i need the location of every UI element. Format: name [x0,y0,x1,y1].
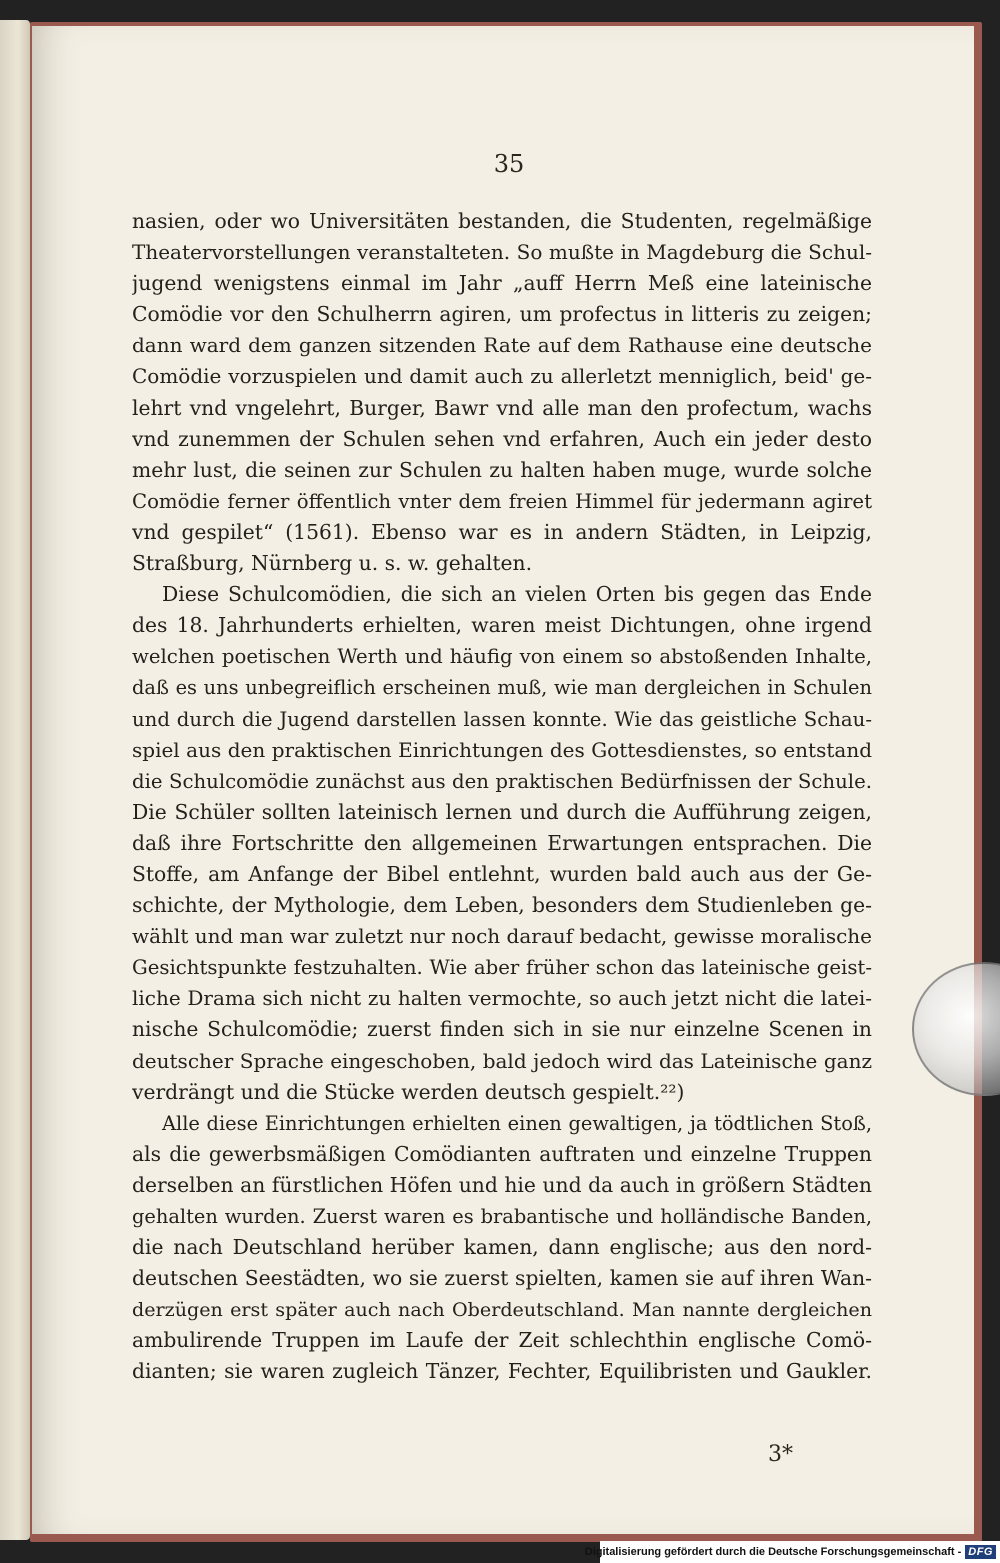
signature-mark: 3* [768,1442,793,1467]
text-line: Alle diese Einrichtungen erhielten einen gewaltigen, ja tödtlichen Stoß, [162,1111,872,1135]
text-line: jugend wenigstens einmal im Jahr „auff Herrn Meß eine lateinische [132,271,872,296]
text-line: die Schulcomödie zunächst aus den praktischen Bedürfnissen der Schule. [132,769,872,793]
previous-leaf-edge [0,20,30,1540]
text-line: Comödie vorzuspielen und damit auch zu allerletzt menniglich, beid' ge- [132,364,872,389]
text-line: verdrängt und die Stücke werden deutsch gespielt.²²) [132,1079,685,1104]
text-line: Comödie ferner öffentlich vnter dem freien Himmel für jedermann agiret [132,489,872,513]
text-line: ambulirende Truppen im Laufe der Zeit schlechthin englische Comö- [132,1328,872,1353]
body-text [132,206,872,1388]
text-line: dann ward dem ganzen sitzenden Rate auf dem Rathause eine deutsche [132,333,872,358]
digitization-footer [584,1541,1000,1563]
text-line: deutscher Sprache eingeschoben, bald jedoch wird das Lateinische ganz [132,1048,872,1073]
text-line: daß ihre Fortschritte den allgemeinen Erwartungen entsprachen. Die [132,830,872,855]
text-line: des 18. Jahrhunderts erhielten, waren meist Dichtungen, ohne irgend [132,613,872,638]
page-sheet [32,26,974,1534]
text-line: und durch die Jugend darstellen lassen konnte. Wie das geistliche Schau- [132,707,872,731]
text-line: Gesichtspunkte festzuhalten. Wie aber früher schon das lateinische geist- [132,956,872,980]
text-line: lehrt vnd vngelehrt, Burger, Bawr vnd alle man den profectum, wachs [132,395,872,420]
text-line: vnd gespilet“ (1561). Ebenso war es in andern Städten, in Leipzig, [132,519,872,544]
text-line: Straßburg, Nürnberg u. s. w. gehalten. [132,551,533,576]
text-line: Die Schüler sollten lateinisch lernen und durch die Aufführung zeigen, [132,799,872,824]
text-line: nische Schulcomödie; zuerst finden sich in sie nur einzelne Scenen in [132,1017,872,1042]
text-line: vnd zunemmen der Schulen sehen vnd erfahren, Auch ein jeder desto [132,426,872,451]
text-line: derzügen erst später auch nach Oberdeutschland. Man nannte dergleichen [132,1298,872,1322]
text-line: Comödie vor den Schulherrn agiren, um profectus in litteris zu zeigen; [132,302,872,327]
text-line: als die gewerbsmäßigen Comödianten auftraten und einzelne Truppen [132,1141,872,1166]
page-number: 35 [493,150,525,178]
text-line: gehalten wurden. Zuerst waren es brabantische und holländische Banden, [132,1205,872,1228]
text-line: nasien, oder wo Universitäten bestanden, die Studenten, regelmäßige [132,209,872,233]
text-line: liche Drama sich nicht zu halten vermochte, so auch jetzt nicht die latei- [132,986,872,1011]
text-line: welchen poetischen Werth und häufig von einem so abstoßenden Inhalte, [132,645,872,669]
text-line: derselben an fürstlichen Höfen und hie und da auch in größern Städten [132,1172,872,1197]
text-line: dianten; sie waren zugleich Tänzer, Fechter, Equilibristen und Gaukler. [132,1359,872,1384]
text-line: Theatervorstellungen veranstalteten. So mußte in Magdeburg die Schul- [132,240,872,265]
text-line: mehr lust, die seinen zur Schulen zu halten haben muge, wurde solche [132,457,872,482]
text-line: Stoffe, am Anfange der Bibel entlehnt, wurden bald auch aus der Ge- [132,861,872,886]
text-line: deutschen Seestädten, wo sie zuerst spielten, kamen sie auf ihren Wan- [132,1266,872,1291]
text-line: die nach Deutschland herüber kamen, dann englische; aus den nord- [132,1235,872,1260]
dfg-logo-icon: DFG [965,1545,996,1559]
text-line: schichte, der Mythologie, dem Leben, besonders dem Studienleben ge- [132,893,872,918]
text-line: daß es uns unbegreiflich erscheinen muß, wie man dergleichen in Schulen [132,676,872,700]
text-line: spiel aus den praktischen Einrichtungen des Gottesdienstes, so entstand [132,737,872,762]
funding-credit: Digitalisierung gefördert durch die Deutsche Forschungsgemeinschaft - [584,1546,962,1558]
text-line: wählt und man war zuletzt nur noch darauf bedacht, gewisse moralische [132,924,872,949]
text-line: Diese Schulcomödien, die sich an vielen Orten bis gegen das Ende [162,582,872,607]
